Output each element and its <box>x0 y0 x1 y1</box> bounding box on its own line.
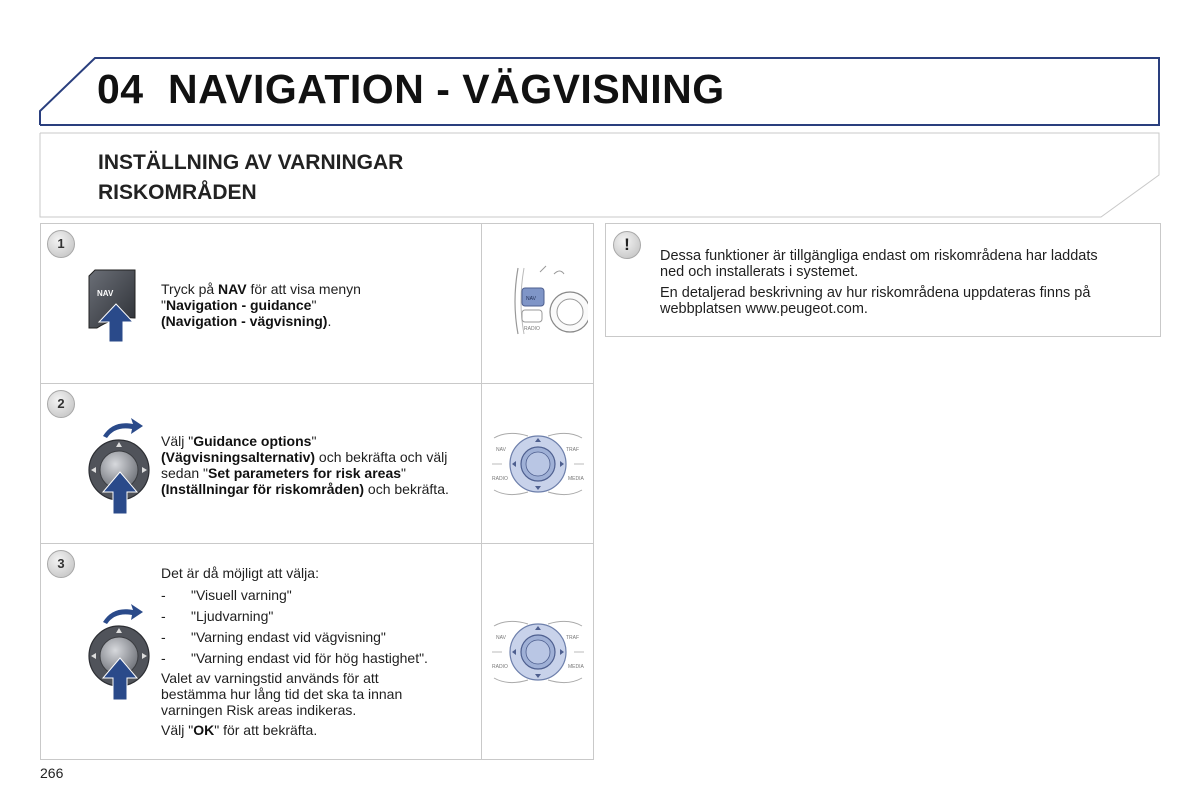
list-item: - "Visuell varning" <box>161 587 292 603</box>
step-3-text <box>161 565 481 738</box>
svg-text:MEDIA: MEDIA <box>568 476 584 482</box>
step-3-intro: Det är då möjligt att välja: <box>161 565 319 581</box>
nav-button-label: NAV <box>97 289 114 298</box>
chapter-number: 04 <box>97 66 144 112</box>
section-title-line1: INSTÄLLNING AV VARNINGAR <box>98 151 404 174</box>
list-item: - "Varning endast vid vägvisning" <box>161 629 386 645</box>
console-nav-button-icon <box>488 262 588 342</box>
rotary-knob-icon <box>85 416 155 516</box>
step-divider <box>481 224 482 383</box>
console-dial-icon <box>488 612 588 692</box>
step-2-text: Välj "Guidance options" (Vägvisningsalternativ) och bekräfta och välj sedan "Set parameters for risk areas" (Inställningar för riskområden) och bekräfta. <box>161 433 449 497</box>
svg-text:MEDIA: MEDIA <box>568 664 584 670</box>
svg-text:RADIO: RADIO <box>524 326 540 332</box>
list-item: - "Varning endast vid för hög hastighet". <box>161 650 428 666</box>
svg-text:RADIO: RADIO <box>492 664 508 670</box>
svg-text:TRAF: TRAF <box>566 635 580 641</box>
step-1-text: Tryck på NAV för att visa menyn "Navigation - guidance" (Navigation - vägvisning). <box>161 281 361 329</box>
chapter-title: NAVIGATION - VÄGVISNING <box>168 66 725 112</box>
section-title-line2: RISKOMRÅDEN <box>98 181 257 204</box>
step-3-panel <box>40 543 594 760</box>
page-number: 266 <box>40 765 64 781</box>
svg-text:NAV: NAV <box>526 296 536 302</box>
step-number-badge: 2 <box>47 390 75 418</box>
rotary-knob-icon <box>85 602 155 702</box>
svg-text:RADIO: RADIO <box>492 476 508 482</box>
step-1-panel <box>40 223 594 384</box>
list-item: - "Ljudvarning" <box>161 608 274 624</box>
svg-text:NAV: NAV <box>496 447 506 453</box>
note-paragraph-2: En detaljerad beskrivning av hur riskområdena uppdateras finns på webbplatsen www.peugeot.com. <box>660 285 1091 317</box>
step-number-badge: 1 <box>47 230 75 258</box>
step-2-panel <box>40 383 594 544</box>
step-3-final: Välj "OK" för att bekräfta. <box>161 722 318 738</box>
step-number-badge: 3 <box>47 550 75 578</box>
step-divider <box>481 544 482 759</box>
section-title <box>98 148 578 208</box>
note-paragraph-1: Dessa funktioner är tillgängliga endast om riskområdena har laddats ned och installerats i systemet. <box>660 248 1098 280</box>
console-dial-icon <box>488 424 588 504</box>
step-divider <box>481 384 482 543</box>
note-text <box>660 248 1150 322</box>
svg-text:TRAF: TRAF <box>566 447 580 453</box>
nav-button-press-icon <box>85 266 147 348</box>
note-panel <box>605 223 1161 337</box>
warning-options-list <box>161 585 481 669</box>
step-3-paragraph: Valet av varningstid används för att bestämma hur lång tid det ska ta innan varningen Risk areas indikeras. <box>161 670 403 718</box>
warning-icon: ! <box>613 231 641 259</box>
svg-text:NAV: NAV <box>496 635 506 641</box>
